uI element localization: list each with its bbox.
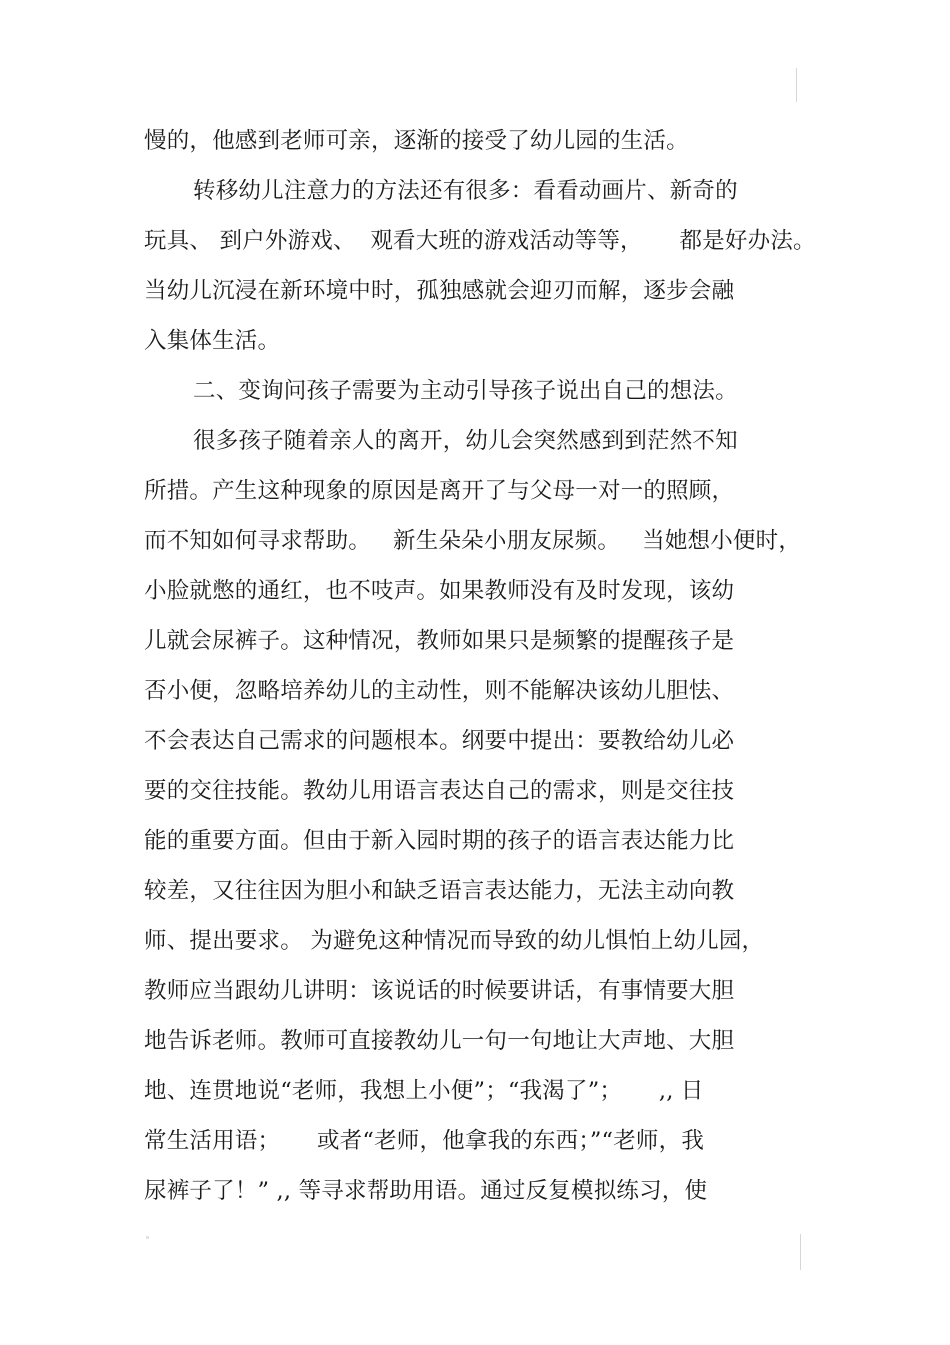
text-line: 儿就会尿裤子。这种情况，教师如果只是频繁的提醒孩子是 bbox=[144, 628, 735, 654]
text-line: 否小便，忽略培养幼儿的主动性，则不能解决该幼儿胆怯、 bbox=[144, 678, 735, 704]
text-line: 不会表达自己需求的问题根本。纲要中提出：要教给幼儿必 bbox=[144, 728, 735, 754]
text-line: 师、提出要求。 为避免这种情况而导致的幼儿惧怕上幼儿园， bbox=[144, 928, 765, 954]
text-line: 所措。产生这种现象的原因是离开了与父母一对一的照顾， bbox=[144, 478, 735, 504]
text-line: 教师应当跟幼儿讲明：该说话的时候要讲话，有事情要大胆 bbox=[144, 978, 735, 1004]
paragraph-start-line: 很多孩子随着亲人的离开，幼儿会突然感到到茫然不知 bbox=[193, 428, 738, 454]
text-line: 玩具、 到户外游戏、 观看大班的游戏活动等等， 都是好办法。 bbox=[144, 228, 816, 254]
page-edge-mark-bottom bbox=[800, 1234, 801, 1270]
text-line: 要的交往技能。教幼儿用语言表达自己的需求，则是交往技 bbox=[144, 778, 735, 804]
text-line: 入集体生活。 bbox=[144, 328, 281, 354]
text-line: 地、连贯地说“老师，我想上小便”；“我渴了”； ,, 日 bbox=[144, 1078, 704, 1104]
text-line: 常生活用语； 或者“老师，他拿我的东西；”“老师，我 bbox=[144, 1128, 705, 1154]
text-line: 能的重要方面。但由于新入园时期的孩子的语言表达能力比 bbox=[144, 828, 735, 854]
page-corner-mark bbox=[146, 1236, 149, 1239]
paragraph-start-line: 转移幼儿注意力的方法还有很多：看看动画片、新奇的 bbox=[193, 178, 738, 204]
text-line: 尿裤子了！” ,, 等寻求帮助用语。通过反复模拟练习，使 bbox=[144, 1178, 708, 1204]
text-line: 小脸就憋的通红，也不吱声。如果教师没有及时发现，该幼 bbox=[144, 578, 735, 604]
section-heading: 二、变询问孩子需要为主动引导孩子说出自己的想法。 bbox=[193, 378, 738, 404]
text-line: 较差，又往往因为胆小和缺乏语言表达能力，无法主动向教 bbox=[144, 878, 735, 904]
text-line: 当幼儿沉浸在新环境中时，孤独感就会迎刃而解，逐步会融 bbox=[144, 278, 735, 304]
page-edge-mark-top bbox=[796, 68, 797, 102]
text-line: 慢的，他感到老师可亲，逐渐的接受了幼儿园的生活。 bbox=[144, 128, 689, 154]
text-line: 地告诉老师。教师可直接教幼儿一句一句地让大声地、大胆 bbox=[144, 1028, 735, 1054]
text-line: 而不知如何寻求帮助。 新生朵朵小朋友尿频。 当她想小便时， bbox=[144, 528, 802, 554]
